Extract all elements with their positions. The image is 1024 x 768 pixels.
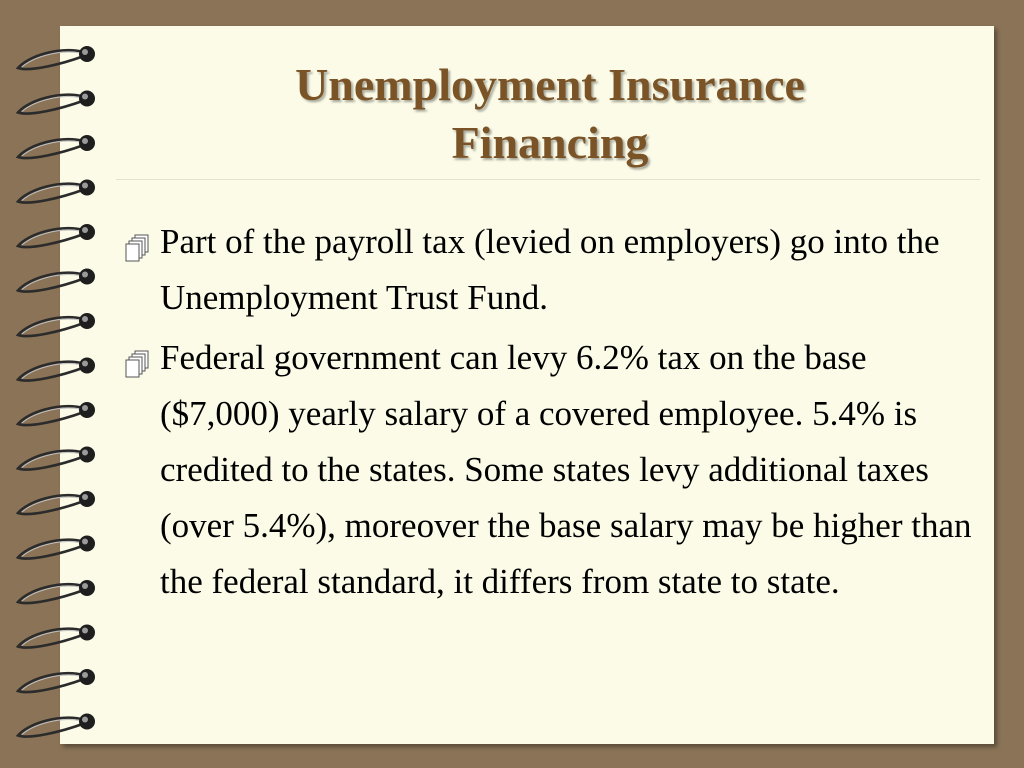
spiral-ring-icon xyxy=(18,358,95,381)
spiral-ring-icon xyxy=(18,669,95,692)
spiral-ring-icon xyxy=(18,46,95,69)
spiral-ring-icon xyxy=(18,580,95,603)
bullet-item xyxy=(124,330,994,610)
spiral-ring-icon xyxy=(18,491,95,514)
bullet-item xyxy=(124,214,994,326)
spiral-ring-icon xyxy=(18,269,95,292)
bullet-text: Part of the payroll tax (levied on employers) go into the Unemployment Trust Fund. xyxy=(160,222,940,317)
stacked-pages-icon xyxy=(124,232,156,264)
spiral-binding xyxy=(0,0,120,768)
stacked-pages-icon xyxy=(124,348,156,380)
spiral-ring-icon xyxy=(18,714,95,737)
spiral-ring-icon xyxy=(18,313,95,336)
title-divider xyxy=(116,179,980,180)
spiral-ring-icon xyxy=(18,536,95,559)
title-line-1: Unemployment Insurance xyxy=(295,59,805,110)
bullet-list xyxy=(124,214,994,614)
slide-title xyxy=(120,56,980,172)
spiral-ring-icon xyxy=(18,91,95,114)
spiral-ring-icon xyxy=(18,135,95,158)
title-line-2: Financing xyxy=(451,117,649,168)
spiral-ring-icon xyxy=(18,447,95,470)
spiral-ring-icon xyxy=(18,224,95,247)
bullet-text: Federal government can levy 6.2% tax on the base ($7,000) yearly salary of a covered employee. 5.4% is credited to the states. Some states levy additional taxes (over 5.4%), moreover the base salary may be higher than the federal standard, it differs from state to state. xyxy=(160,338,972,601)
spiral-ring-icon xyxy=(18,180,95,203)
spiral-ring-icon xyxy=(18,402,95,425)
spiral-ring-icon xyxy=(18,625,95,648)
